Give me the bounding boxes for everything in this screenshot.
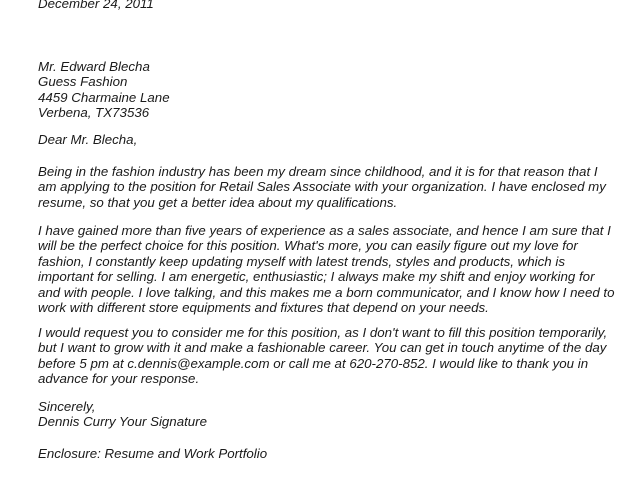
- paragraph-3-line-4: advance for your response.: [38, 371, 200, 387]
- letter-date-block: [38, 0, 608, 11]
- paragraph-1-line-1: Being in the fashion industry has been my dream since childhood, and it is for that reason that I: [38, 164, 598, 179]
- recipient-address: [38, 59, 608, 121]
- paragraph-2-line-3: fashion, I constantly keep updating myself with latest trends, styles and products, which is: [38, 253, 565, 269]
- salutation: Dear Mr. Blecha,: [38, 132, 138, 147]
- paragraph-2-line-2: will be the perfect choice for this position. What's more, you can easily figure out my love for: [38, 238, 578, 254]
- paragraph-2-line-4: important for selling. I am energetic, enthusiastic; I always make my shift and enjoy working for: [38, 269, 595, 285]
- paragraph-3: [38, 325, 608, 387]
- signature: Dennis Curry Your Signature: [38, 414, 208, 430]
- enclosure: Enclosure: Resume and Work Portfolio: [38, 446, 268, 461]
- paragraph-1-line-2: am applying to the position for Retail Sales Associate with your organization. I have enclosed my: [38, 179, 606, 195]
- paragraph-3-line-2: but I want to grow with it and make a fashionable career. You can get in touch anytime of the day: [38, 340, 607, 356]
- paragraph-3-line-3: before 5 pm at c.dennis@example.com or call me at 620-270-852. I would like to thank you in: [38, 355, 589, 371]
- salutation-block: [38, 132, 608, 147]
- paragraph-3-line-1: I would request you to consider me for this position, as I don't want to fill this position temporarily,: [38, 325, 608, 340]
- closing: Sincerely,: [38, 399, 96, 414]
- recipient-city: Verbena, TX73536: [38, 105, 150, 121]
- enclosure-block: [38, 446, 608, 461]
- paragraph-2: [38, 223, 615, 316]
- recipient-street: 4459 Charmaine Lane: [38, 89, 170, 105]
- paragraph-2-line-1: I have gained more than five years of experience as a sales associate, and hence I am sure that I: [38, 223, 611, 238]
- paragraph-1: [38, 164, 608, 210]
- closing-block: [38, 399, 608, 430]
- letter-date: December 24, 2011: [38, 0, 154, 11]
- recipient-company: Guess Fashion: [38, 74, 128, 90]
- recipient-name: Mr. Edward Blecha: [38, 59, 150, 74]
- paragraph-2-line-6: work with different store equipments and fixtures that depend on your needs.: [38, 300, 489, 316]
- paragraph-2-line-5: and with people. I love talking, and this makes me a born communicator, and I know how I need to: [38, 284, 615, 300]
- paragraph-1-line-3: resume, so that you get a better idea about my qualifications.: [38, 194, 398, 210]
